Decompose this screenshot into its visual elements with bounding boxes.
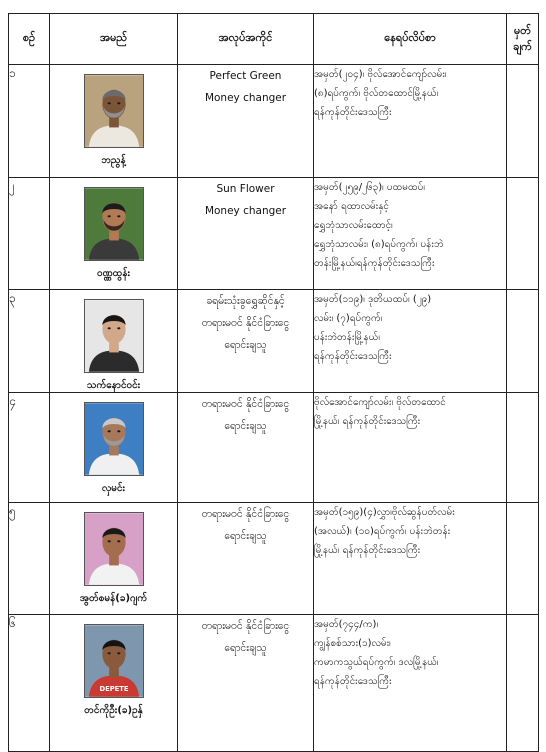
occupation-line: တရားမဝင် နိုင်ငံခြားငွေ (201, 398, 290, 410)
suspect-name: သက်နောင်ဝင်း (86, 380, 141, 391)
address-cell (314, 178, 507, 290)
occupation-cell (178, 290, 314, 393)
address-line: ရွှေဘုံသာလမ်းထောင့်၊ (314, 220, 393, 231)
row-number: ၂ (9, 178, 50, 290)
header-name: အမည် (50, 14, 178, 65)
address-line: ကျွန်စစ်သား(၁)လမ်း၊ (314, 638, 391, 649)
address-line: အမှတ်(၇၄၄/က)၊ (314, 619, 379, 630)
address-line: ရွှေဘုံသာလမ်း၊ (၈)ရပ်ကွက်၊ ပန်းဘဲ (314, 239, 444, 250)
address-line: ရန်ကုန်တိုင်းဒေသကြီး (314, 351, 392, 362)
table-row (9, 178, 539, 290)
header-remark-line-2: ချက် (513, 40, 532, 53)
photo-name-cell (50, 615, 178, 752)
photo-name-cell (50, 503, 178, 615)
photo-name-cell (50, 393, 178, 503)
row-number: ၁ (9, 65, 50, 178)
address-line: လမ်း၊ (၇)ရပ်ကွက်၊ (314, 313, 383, 324)
table-row (9, 615, 539, 752)
remark-cell (507, 503, 539, 615)
address-line: မြို့နယ်၊ ရန်ကုန်တိုင်းဒေသကြီး (314, 416, 421, 427)
header-address: နေရပ်လိပ်စာ (314, 14, 507, 65)
occupation-line: တရားမဝင် နိုင်ငံခြားငွေ (201, 508, 290, 520)
address-line: (၈)ရပ်ကွက်၊ ဗိုလ်တထောင်မြို့နယ်၊ (314, 88, 439, 99)
occupation-cell (178, 178, 314, 290)
address-cell (314, 65, 507, 178)
row-number: ၄ (9, 393, 50, 503)
remark-cell (507, 290, 539, 393)
address-line: မြို့နယ်၊ ရန်ကုန်တိုင်းဒေသကြီး (314, 545, 421, 556)
address-line: (အလယ်)၊ (၁၀)ရပ်ကွက်၊ ပန်းဘဲတန်း (314, 526, 451, 537)
occupation-line: ခရမ်းသုံးခွရွှေဆိုင်နှင့် (206, 295, 285, 307)
suspect-photo (84, 299, 144, 373)
suspect-name: တင်ကိုဦး(ခ)ဥနှ် (84, 705, 143, 716)
suspect-photo (84, 512, 144, 586)
occupation-cell (178, 65, 314, 178)
svg-text:DEPETE: DEPETE (99, 684, 128, 693)
suspect-photo (84, 402, 144, 476)
suspect-name: ဝဏ္ဏထွန်း (96, 268, 131, 279)
row-number: ၆ (9, 615, 50, 752)
suspect-photo (84, 624, 144, 698)
photo-name-cell (50, 290, 178, 393)
row-number: ၃ (9, 290, 50, 393)
photo-name-cell (50, 178, 178, 290)
occupation-cell (178, 615, 314, 752)
address-line: အနော် ရထာလမ်းနှင့် (314, 201, 389, 212)
header-occupation: အလုပ်အကိုင် (178, 14, 314, 65)
address-cell (314, 393, 507, 503)
occupation-line: Money changer (204, 92, 287, 104)
table-row (9, 393, 539, 503)
row-number: ၅ (9, 503, 50, 615)
occupation-cell (178, 503, 314, 615)
remark-cell (507, 65, 539, 178)
occupation-line: Money changer (204, 205, 287, 217)
header-remark (507, 14, 539, 65)
address-line: အမှတ်(၂၀၄)၊ ဗိုလ်အောင်ကျော်လမ်း၊ (314, 69, 447, 80)
occupation-line: ရောင်းချသူ (224, 530, 267, 542)
table-row (9, 503, 539, 615)
occupation-line: Sun Flower (216, 183, 275, 195)
suspect-photo (84, 74, 144, 148)
suspect-name: လှမင်း (101, 483, 126, 494)
remark-cell (507, 615, 539, 752)
address-line: အမှတ်(၁၁၉)၊ ဒုတိယထပ်၊ (၂၉) (314, 294, 432, 305)
address-line: ဗိုလ်အောင်ကျော်လမ်း၊ ဗိုလ်တထောင် (314, 397, 446, 408)
address-cell (314, 290, 507, 393)
address-line: ရန်ကုန်တိုင်းဒေသကြီး (314, 107, 392, 118)
address-line: တန်းမြို့နယ်၊ရန်ကုန်တိုင်းဒေသကြီး (314, 258, 435, 269)
occupation-line: Perfect Green (209, 70, 282, 82)
occupation-line: ရောင်းချသူ (224, 339, 267, 351)
table-row (9, 65, 539, 178)
address-cell (314, 503, 507, 615)
remark-cell (507, 178, 539, 290)
address-line: ကမာကသွယ်ရပ်ကွက်၊ ဒလမြို့နယ်၊ (314, 657, 439, 668)
remark-cell (507, 393, 539, 503)
table-header-row (9, 14, 539, 65)
occupation-cell (178, 393, 314, 503)
address-line: အမှတ်(၂၅၉/၂၆၃)၊ ပထမထပ်၊ (314, 182, 425, 193)
occupation-line: ရောင်းချသူ (224, 420, 267, 432)
suspect-name: အွတ်စမန်(ခ)ဂျက် (79, 593, 148, 604)
suspect-photo (84, 187, 144, 261)
suspects-table (8, 13, 539, 752)
photo-name-cell (50, 65, 178, 178)
occupation-line: ရောင်းချသူ (224, 642, 267, 654)
address-line: ပန်းဘဲတန်းမြို့နယ်၊ (314, 332, 380, 343)
suspect-name: ဘညွန့် (101, 155, 126, 166)
address-line: ရန်ကုန်တိုင်းဒေသကြီး (314, 676, 392, 687)
header-no: စဉ် (9, 14, 50, 65)
header-remark-line-1: မှတ် (514, 24, 531, 37)
occupation-line: တရားမဝင် နိုင်ငံခြားငွေ (201, 317, 290, 329)
address-cell (314, 615, 507, 752)
table-row (9, 290, 539, 393)
address-line: အမှတ်(၁၅၉)(၄)လွှာ၊ဗိုလ်ဆွန်ပတ်လမ်း (314, 507, 455, 518)
occupation-line: တရားမဝင် နိုင်ငံခြားငွေ (201, 620, 290, 632)
